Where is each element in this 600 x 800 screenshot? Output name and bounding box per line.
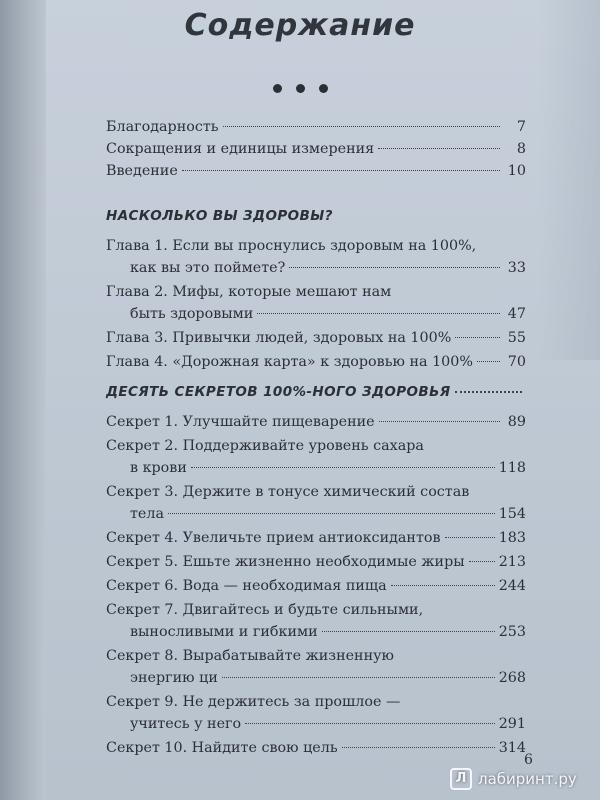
toc-entry-page: 47 bbox=[507, 306, 526, 322]
toc-entry-label: Секрет 10. Найдите свою цель bbox=[106, 740, 338, 756]
dot-leader bbox=[322, 631, 495, 632]
toc-entry-label: Секрет 4. Увеличьте прием антиоксидантов bbox=[106, 530, 441, 546]
toc-entry-label-cont: тела bbox=[130, 506, 164, 522]
toc-entry bbox=[106, 575, 526, 597]
toc-entry-label-cont: как вы это поймете? bbox=[130, 260, 286, 276]
dot-leader bbox=[378, 148, 500, 149]
toc-entry bbox=[106, 481, 526, 525]
toc-part-2 bbox=[106, 381, 526, 759]
dot-leader bbox=[223, 126, 500, 127]
toc-entry-label: Секрет 9. Не держитесь за прошлое — bbox=[106, 694, 401, 710]
dot-leader bbox=[289, 267, 500, 268]
dot-leader bbox=[477, 361, 500, 362]
toc-entry bbox=[106, 327, 526, 349]
toc-entry-page: 291 bbox=[498, 716, 526, 732]
dot-leader bbox=[182, 170, 500, 171]
toc-front-matter bbox=[106, 116, 526, 182]
page-title: Содержание bbox=[184, 8, 416, 43]
toc-entry-label-cont: учитесь у него bbox=[130, 716, 242, 732]
toc-entry bbox=[106, 737, 526, 759]
section-heading-text: НАСКОЛЬКО ВЫ ЗДОРОВЫ? bbox=[106, 208, 333, 224]
dot-leader bbox=[257, 313, 500, 314]
toc-entry-page: 7 bbox=[516, 119, 526, 135]
toc-entry-label: Глава 2. Мифы, которые мешают нам bbox=[106, 284, 392, 300]
toc-entry bbox=[106, 527, 526, 549]
toc-entry-label: Секрет 7. Двигайтесь и будьте сильными, bbox=[106, 602, 424, 618]
page-number: 6 bbox=[524, 752, 533, 768]
dot-leader bbox=[168, 513, 495, 514]
toc-entry-page: 314 bbox=[498, 740, 526, 756]
toc-entry-page: 244 bbox=[498, 578, 526, 594]
dot-leader bbox=[379, 421, 500, 422]
toc-entry-label: Глава 1. Если вы проснулись здоровым на 100%, bbox=[106, 238, 477, 254]
toc-entry-label-cont: быть здоровыми bbox=[130, 306, 254, 322]
dot-leader bbox=[455, 391, 522, 393]
toc-entry-page: 118 bbox=[498, 460, 526, 476]
facing-page-shadow bbox=[538, 0, 600, 360]
toc-entry-label: Секрет 3. Держите в тонусе химический состав bbox=[106, 484, 470, 500]
section-heading-text: ДЕСЯТЬ СЕКРЕТОВ 100%-НОГО ЗДОРОВЬЯ bbox=[106, 384, 451, 400]
toc-entry bbox=[106, 281, 526, 325]
watermark-text: лабиринт.ру bbox=[478, 770, 577, 788]
toc-entry-label: Секрет 8. Вырабатывайте жизненную bbox=[106, 648, 394, 664]
toc-entry-page: 8 bbox=[516, 141, 526, 157]
toc-entry bbox=[106, 138, 526, 160]
dot-leader bbox=[222, 677, 495, 678]
toc-entry-page: 253 bbox=[498, 624, 526, 640]
toc-entry-page: 89 bbox=[507, 414, 526, 430]
toc-entry-label: Секрет 2. Поддерживайте уровень сахара bbox=[106, 438, 424, 454]
toc-entry-label: Благодарность bbox=[106, 119, 219, 135]
toc-entry-page: 183 bbox=[498, 530, 526, 546]
toc-part-1 bbox=[106, 205, 526, 373]
toc-entry bbox=[106, 691, 526, 735]
section-heading bbox=[106, 381, 526, 403]
toc-entry-page: 154 bbox=[498, 506, 526, 522]
toc-entry-page: 10 bbox=[507, 163, 526, 179]
watermark-logo bbox=[450, 768, 577, 790]
toc-entry bbox=[106, 551, 526, 573]
dot-leader bbox=[342, 747, 495, 748]
toc-entry-page: 33 bbox=[507, 260, 526, 276]
dot-leader bbox=[391, 585, 495, 586]
toc-entry-label: Сокращения и единицы измерения bbox=[106, 141, 375, 157]
toc-entry-label-cont: выносливыми и гибкими bbox=[130, 624, 318, 640]
toc-entry-label: Секрет 6. Вода — необходимая пища bbox=[106, 578, 387, 594]
toc-entry bbox=[106, 645, 526, 689]
toc-entry bbox=[106, 235, 526, 279]
ornament-dot bbox=[319, 84, 328, 93]
toc-entry bbox=[106, 351, 526, 373]
book-gutter bbox=[0, 0, 46, 800]
ornament-dot bbox=[273, 84, 282, 93]
toc-entry bbox=[106, 435, 526, 479]
dot-leader bbox=[445, 537, 495, 538]
toc-entry-label: Глава 3. Привычки людей, здоровых на 100% bbox=[106, 330, 452, 346]
toc-entry-label-cont: в крови bbox=[130, 460, 187, 476]
toc-entry-page: 70 bbox=[507, 354, 526, 370]
dot-leader bbox=[191, 467, 495, 468]
toc-entry-page: 213 bbox=[498, 554, 526, 570]
section-heading bbox=[106, 205, 526, 227]
dot-leader bbox=[455, 337, 500, 338]
toc-entry bbox=[106, 411, 526, 433]
dot-leader bbox=[245, 723, 495, 724]
toc-entry bbox=[106, 116, 526, 138]
labirint-logo-icon: Л bbox=[450, 768, 472, 790]
toc-entry-label: Секрет 1. Улучшайте пищеварение bbox=[106, 414, 375, 430]
toc-entry-label: Глава 4. «Дорожная карта» к здоровью на 100% bbox=[106, 354, 473, 370]
toc-entry bbox=[106, 160, 526, 182]
toc-entry-label: Секрет 5. Ешьте жизненно необходимые жиры bbox=[106, 554, 465, 570]
dot-leader bbox=[469, 561, 495, 562]
toc-entry-page: 268 bbox=[498, 670, 526, 686]
toc-entry-page: 55 bbox=[507, 330, 526, 346]
ornament-dots bbox=[0, 78, 600, 97]
toc-entry-label-cont: энергию ци bbox=[130, 670, 218, 686]
toc-entry-label: Введение bbox=[106, 163, 178, 179]
ornament-dot bbox=[296, 84, 305, 93]
toc-entry bbox=[106, 599, 526, 643]
